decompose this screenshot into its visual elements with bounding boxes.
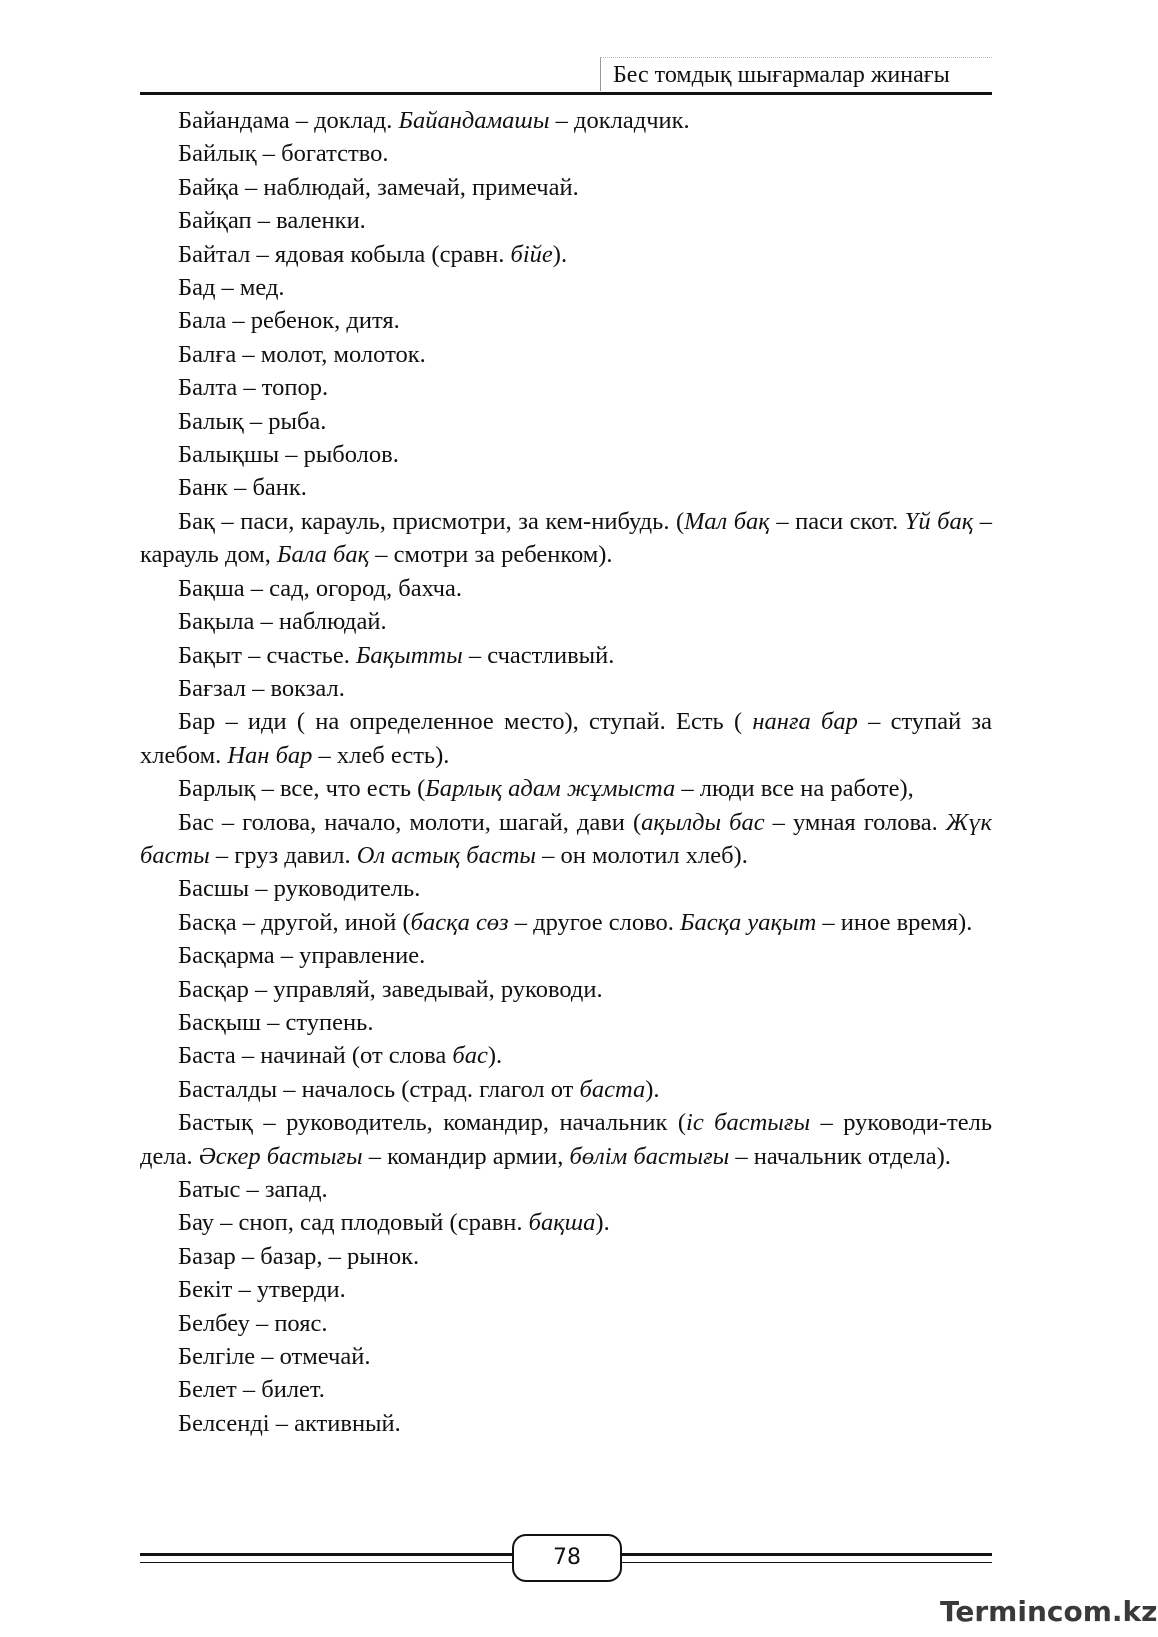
dictionary-entry: Белгіле – отмечай. [178,1343,371,1371]
dictionary-entry: Белет – билет. [178,1376,325,1404]
dictionary-entry: Бас – голова, начало, молоти, шагай, дави (ақылды бас – умная голова. Жүк басты – груз давил. Ол астық басты – он молотил хлеб). [140,808,992,869]
dictionary-entry: Балға – молот, молоток. [178,340,426,368]
dictionary-entry: Басқа – другой, иной (басқа сөз – другое слово. Басқа уақыт – иное время). [178,908,973,936]
dictionary-entry: Белсенді – активный. [178,1409,401,1437]
dictionary-entry: Бақ – паси, карауль, присмотри, за кем-нибудь. (Мал бақ – паси скот. Үй бақ – карауль дом, Бала бақ – смотри за ребенком). [140,507,993,569]
dictionary-entry: Балта – топор. [178,374,329,402]
footer-rule-right [613,1553,992,1563]
page-number: 78 [512,1534,622,1582]
dictionary-entry: Балық – рыба. [178,407,327,435]
dictionary-entry: Байқап – валенки. [178,207,366,235]
dictionary-entry: Бақша – сад, огород, бахча. [178,574,462,602]
dictionary-entry: Бастық – руководитель, командир, начальник (іс бастығы – руководи-тель дела. Әскер бастығы – командир армии, бөлім бастығы – начальник отдела). [140,1109,992,1170]
dictionary-entry: Белбеу – пояс. [178,1309,328,1337]
dictionary-entry: Бағзал – вокзал. [178,674,345,702]
dictionary-entry: Басқыш – ступень. [178,1008,374,1036]
dictionary-entry: Батыс – запад. [178,1176,328,1203]
dictionary-entry: Бад – мед. [178,274,285,302]
watermark-logo: Termincom.kz [940,1595,1158,1628]
dictionary-entry: Бақыт – счастье. Бақытты – счастливый. [178,641,615,669]
dictionary-entry: Басқарма – управление. [178,942,426,970]
dictionary-entry: Бақыла – наблюдай. [178,608,387,636]
dictionary-entry: Байлық – богатство. [178,140,389,168]
dictionary-entry: Бау – сноп, сад плодовый (сравн. бақша). [178,1209,610,1237]
header-rule [140,92,992,95]
dictionary-entry: Басқар – управляй, заведывай, руководи. [178,975,603,1003]
dictionary-entry: Басталды – началось (страд. глагол от баста). [178,1075,660,1103]
footer-rule-left [140,1553,520,1563]
running-header-title: Бес томдық шығармалар жинағы [600,57,992,91]
dictionary-entry: Бекіт – утверди. [178,1276,346,1304]
dictionary-entry: Басшы – руководитель. [178,875,421,903]
dictionary-entry: Байтал – ядовая кобыла (сравн. бійе). [178,240,568,268]
dictionary-entry: Банк – банк. [178,474,307,502]
dictionary-entry: Бар – иди ( на определенное место), ступай. Есть ( нанға бар – ступай за хлебом. Нан бар – хлеб есть). [140,708,992,769]
dictionary-entry: Базар – базар, – рынок. [178,1242,420,1270]
dictionary-entry: Балықшы – рыболов. [178,441,399,469]
dictionary-entry: Барлық – все, что есть (Барлық адам жұмыста – люди все на работе), [178,775,914,803]
dictionary-entry: Бала – ребенок, дитя. [178,307,400,335]
dictionary-entry: Баста – начинай (от слова бас). [178,1042,503,1070]
dictionary-entries [140,104,992,1440]
dictionary-entry: Байқа – наблюдай, замечай, примечай. [178,173,579,201]
dictionary-entry: Байандама – доклад. Байандамашы – докладчик. [178,107,690,134]
